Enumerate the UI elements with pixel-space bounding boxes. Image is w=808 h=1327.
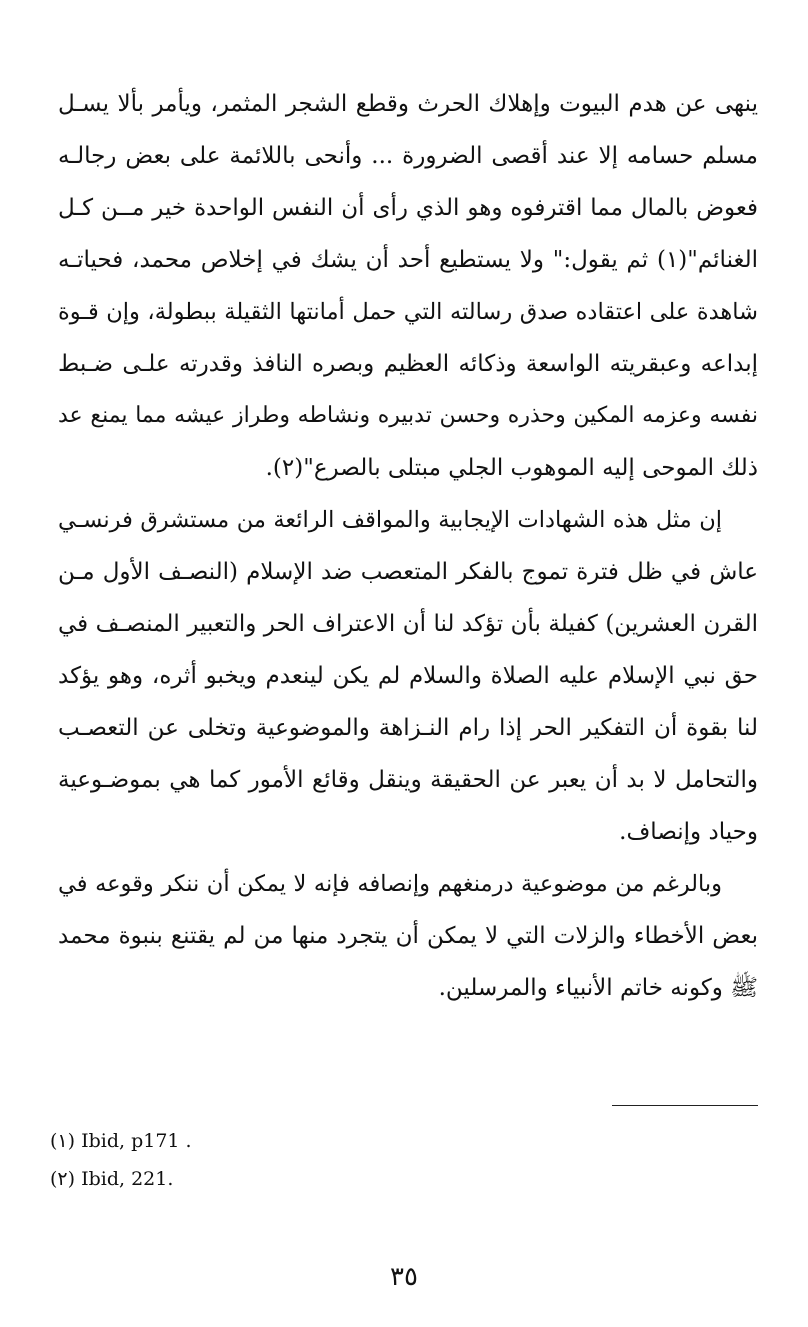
page-number: ٣٥ bbox=[390, 1262, 418, 1292]
footnotes bbox=[50, 1122, 192, 1198]
text-line: لنا بقوة أن التفكير الحر إذا رام النـزاهة والموضوعية وتخلى عن التعصـب bbox=[58, 715, 758, 741]
footnote-1: (١) Ibid, p171 . bbox=[50, 1130, 192, 1152]
text-line: ذلك الموحى إليه الموهوب الجلي مبتلى بالصرع"(٢). bbox=[265, 455, 758, 481]
text-line: والتحامل لا بد أن يعبر عن الحقيقة وينقل وقائع الأمور كما هي بموضـوعية bbox=[58, 767, 758, 793]
text-line: ﷺ وكونه خاتم الأنبياء والمرسلين. bbox=[438, 975, 758, 1001]
text-line: عاش في ظل فترة تموج بالفكر المتعصب ضد الإسلام (النصـف الأول مـن bbox=[58, 559, 758, 585]
text-line: إبداعه وعبقريته الواسعة وذكائه العظيم وبصره النافذ وقدرته علـى ضـبط bbox=[58, 351, 758, 377]
text-line: ينهى عن هدم البيوت وإهلاك الحرث وقطع الشجر المثمر، ويأمر بألا يسـل bbox=[58, 91, 758, 117]
text-line: وحياد وإنصاف. bbox=[619, 819, 758, 845]
text-line: نفسه وعزمه المكين وحذره وحسن تدبيره ونشاطه وطراز عيشه مما يمنع عد bbox=[58, 403, 758, 428]
text-line: مسلم حسامه إلا عند أقصى الضرورة ... وأنحى باللائمة على بعض رجالـه bbox=[58, 143, 758, 169]
paragraph-3 bbox=[58, 858, 758, 1014]
body-text bbox=[58, 78, 758, 1014]
paragraph-1 bbox=[58, 78, 758, 494]
text-line: حق نبي الإسلام عليه الصلاة والسلام لم يكن لينعدم ويخبو أثره، وهو يؤكد bbox=[58, 663, 758, 689]
footnote-2: (٢) Ibid, 221. bbox=[50, 1168, 174, 1190]
text-line: وبالرغم من موضوعية درمنغهم وإنصافه فإنه لا يمكن أن ننكر وقوعه في bbox=[58, 871, 722, 897]
paragraph-2 bbox=[58, 494, 758, 858]
footnote-divider bbox=[612, 1105, 758, 1106]
text-line: فعوض بالمال مما اقترفوه وهو الذي رأى أن النفس الواحدة خير مــن كـل bbox=[58, 195, 758, 221]
text-line: شاهدة على اعتقاده صدق رسالته التي حمل أمانتها الثقيلة ببطولة، وإن قـوة bbox=[58, 299, 758, 325]
text-line: الغنائم"(١) ثم يقول:" ولا يستطيع أحد أن يشك في إخلاص محمد، فحياتـه bbox=[58, 247, 758, 273]
text-line: القرن العشرين) كفيلة بأن تؤكد لنا أن الاعتراف الحر والتعبير المنصـف في bbox=[58, 611, 758, 637]
text-line: بعض الأخطاء والزلات التي لا يمكن أن يتجرد منها من لم يقتنع بنبوة محمد bbox=[58, 923, 758, 949]
text-line: إن مثل هذه الشهادات الإيجابية والمواقف الرائعة من مستشرق فرنسـي bbox=[58, 507, 722, 533]
